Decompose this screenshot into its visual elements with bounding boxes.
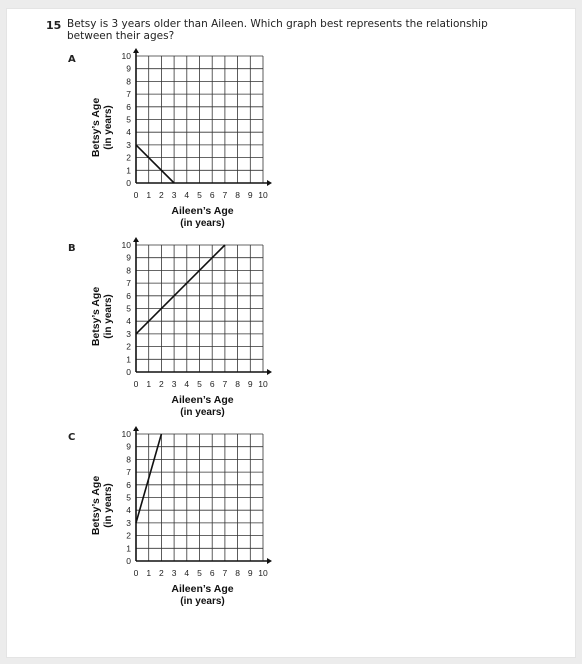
y-axis-title: Betsy’s Age [90,97,102,158]
y-tick-label: 1 [126,354,131,365]
y-tick-label: 8 [126,454,131,465]
y-tick-label: 10 [121,51,131,61]
x-axis-title: Aileen’s Age [171,394,234,406]
x-tick-label: 9 [247,379,253,389]
y-tick-label: 8 [126,265,131,276]
x-tick-label: 6 [209,379,215,389]
x-tick-label: 0 [133,190,139,200]
y-tick-label: 9 [126,441,131,452]
x-tick-label: 2 [159,568,164,578]
x-tick-label: 3 [171,379,177,389]
x-tick-label: 7 [222,190,228,200]
y-tick-label: 10 [121,429,131,439]
y-tick-label: 9 [126,252,131,263]
x-tick-label: 9 [247,568,253,578]
y-tick-label: 2 [126,341,131,352]
plotted-line [136,145,174,183]
y-tick-label: 2 [126,152,131,163]
y-tick-label: 4 [126,316,131,327]
x-tick-label: 6 [209,568,215,578]
question-text: Betsy is 3 years older than Aileen. Which graph best represents the relationship between their ages? [67,18,488,42]
y-tick-label: 0 [126,178,131,188]
y-tick-label: 7 [126,278,131,289]
x-axis-title-unit: (in years) [180,596,225,607]
x-tick-label: 4 [184,379,190,389]
y-tick-label: 2 [126,530,131,541]
choice-label-c: C [68,432,76,443]
y-tick-label: 0 [126,556,131,566]
y-tick-label: 5 [126,114,131,125]
x-tick-label: 8 [235,190,240,200]
x-tick-label: 5 [197,568,202,578]
x-tick-label: 7 [222,568,228,578]
x-tick-label: 4 [184,190,190,200]
y-axis-title-unit: (in years) [103,483,114,528]
x-tick-label: 2 [159,190,164,200]
y-tick-label: 3 [126,517,131,528]
y-tick-label: 9 [126,63,131,74]
x-tick-label: 2 [159,379,164,389]
y-tick-label: 7 [126,467,131,478]
x-tick-label: 10 [258,379,268,389]
x-tick-label: 4 [184,568,190,578]
x-tick-label: 8 [235,568,240,578]
grid [136,434,263,561]
y-axis-title: Betsy’s Age [90,286,102,347]
question-number: 15 [46,19,62,32]
y-tick-label: 7 [126,89,131,100]
x-tick-label: 7 [222,379,228,389]
y-tick-label: 5 [126,492,131,503]
y-tick-label: 4 [126,505,131,516]
x-tick-label: 5 [197,379,202,389]
y-tick-label: 6 [126,479,131,490]
x-axis-title: Aileen’s Age [171,583,234,595]
y-axis-title: Betsy’s Age [90,475,102,536]
x-tick-label: 3 [171,568,177,578]
x-tick-label: 8 [235,379,240,389]
x-tick-label: 6 [209,190,215,200]
x-tick-label: 5 [197,190,202,200]
x-axis-title-unit: (in years) [180,218,225,229]
y-tick-label: 5 [126,303,131,314]
y-tick-label: 6 [126,290,131,301]
x-tick-label: 1 [146,379,152,389]
y-tick-label: 1 [126,165,131,176]
x-tick-label: 9 [247,190,253,200]
y-tick-label: 8 [126,76,131,87]
y-tick-label: 4 [126,127,131,138]
y-tick-label: 10 [121,240,131,250]
x-axis-title: Aileen’s Age [171,205,234,217]
y-tick-label: 6 [126,101,131,112]
graph-b [0,239,582,419]
x-tick-label: 10 [258,568,268,578]
x-tick-label: 0 [133,379,139,389]
y-tick-label: 3 [126,139,131,150]
x-tick-label: 1 [146,568,152,578]
choice-label-a: A [68,54,76,65]
y-axis-title-unit: (in years) [103,105,114,150]
x-tick-label: 10 [258,190,268,200]
y-axis-title-unit: (in years) [103,294,114,339]
plotted-line [136,245,225,334]
choice-label-b: B [68,243,76,254]
x-tick-label: 1 [146,190,152,200]
x-tick-label: 3 [171,190,177,200]
y-tick-label: 0 [126,367,131,377]
y-tick-label: 3 [126,328,131,339]
y-tick-label: 1 [126,543,131,554]
x-axis-title-unit: (in years) [180,407,225,418]
grid [136,245,263,372]
graph-a [0,50,582,230]
x-tick-label: 0 [133,568,139,578]
graph-c [0,428,582,608]
